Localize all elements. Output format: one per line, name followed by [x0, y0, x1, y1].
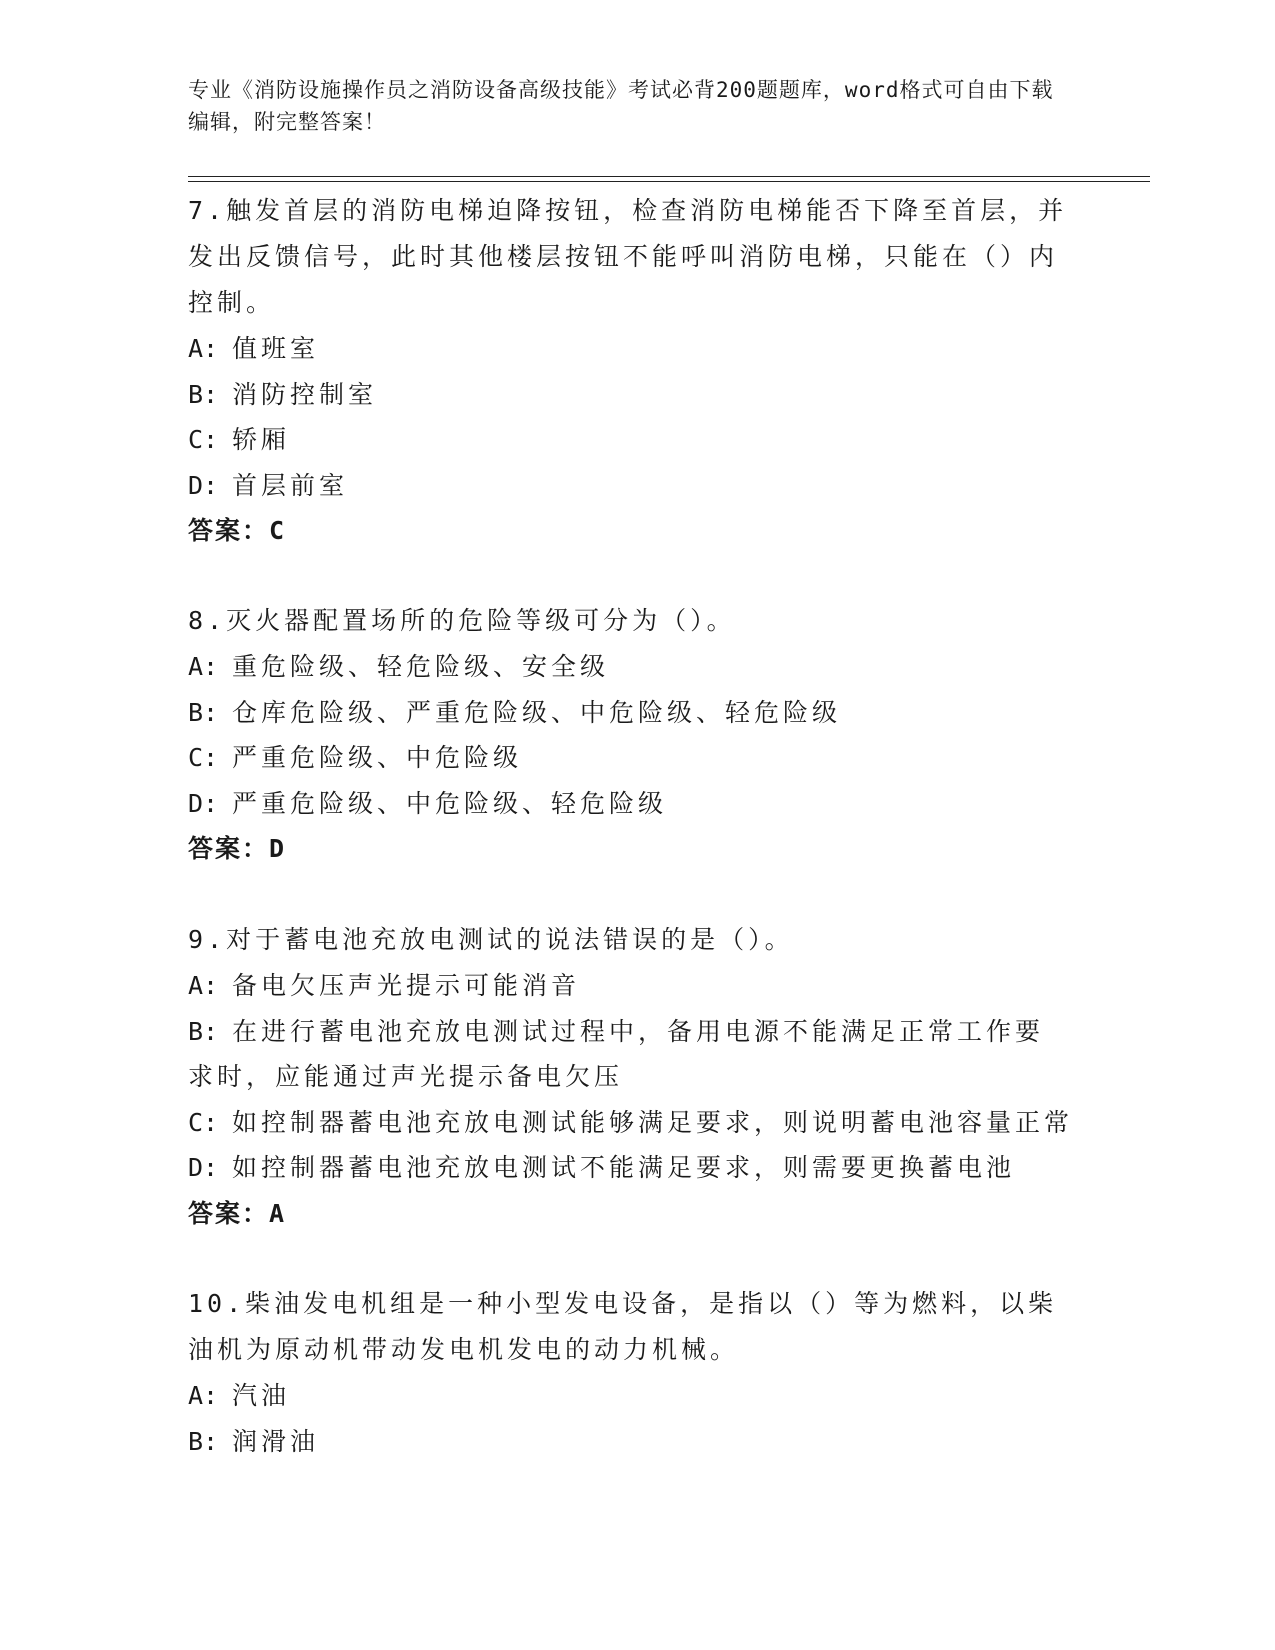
option-a: [188, 1373, 1068, 1419]
question-text: 10.柴油发电机组是一种小型发电设备，是指以（）等为燃料，以柴油机为原动机带动发电机发电的动力机械。: [188, 1289, 1058, 1364]
answer-line: 答案：D: [188, 834, 287, 863]
option-b: [188, 690, 1068, 736]
answer-line: 答案：C: [188, 516, 287, 545]
option-letter: C:: [188, 1107, 219, 1137]
option-text: 值班室: [232, 334, 320, 363]
option-text: 仓库危险级、严重危险级、中危险级、轻危险级: [232, 697, 842, 727]
option-text: 严重危险级、中危险级、轻危险级: [232, 788, 668, 818]
option-text: 备电欠压声光提示可能消音: [232, 971, 581, 1000]
question-text: 8.灭火器配置场所的危险等级可分为（）。: [188, 606, 736, 635]
option-letter: A:: [188, 334, 219, 363]
option-text: 汽油: [232, 1381, 291, 1410]
option-text: 重危险级、轻危险级、安全级: [232, 652, 610, 681]
question-text: 9.对于蓄电池充放电测试的说法错误的是（）。: [188, 925, 794, 954]
question-block: [188, 188, 1068, 554]
option-c: [188, 1100, 1074, 1146]
option-text: 润滑油: [232, 1426, 320, 1456]
answer-line: 答案：A: [188, 1198, 287, 1228]
option-text: 严重危险级、中危险级: [232, 743, 523, 772]
option-letter: C:: [188, 743, 219, 772]
option-text: 消防控制室: [232, 379, 378, 409]
option-letter: A:: [188, 1381, 219, 1410]
option-d: [188, 781, 1068, 827]
option-letter: B:: [188, 697, 219, 727]
option-text: 在进行蓄电池充放电测试过程中，备用电源不能满足正常工作要求时，应能通过声光提示备电欠压: [188, 1016, 1045, 1091]
question-block: [188, 598, 1068, 872]
option-letter: B:: [188, 1016, 219, 1046]
option-text: 如控制器蓄电池充放电测试不能满足要求，则需要更换蓄电池: [232, 1153, 1016, 1182]
question-block: [188, 917, 1074, 1237]
option-letter: A:: [188, 652, 219, 681]
option-letter: B:: [188, 1426, 219, 1456]
option-letter: A:: [188, 971, 219, 1000]
option-letter: D:: [188, 788, 219, 818]
header-divider: [188, 176, 1150, 177]
option-b: [188, 1419, 1068, 1465]
header-divider-secondary: [188, 181, 1150, 182]
option-letter: B:: [188, 379, 219, 409]
question-block: [188, 1281, 1068, 1464]
option-letter: D:: [188, 1153, 219, 1182]
document-intro: 专业《消防设施操作员之消防设备高级技能》考试必背200题题库，word格式可自由下载编辑，附完整答案！: [188, 78, 1054, 134]
option-letter: D:: [188, 470, 219, 500]
option-b: [188, 372, 1068, 418]
question-text: 7.触发首层的消防电梯迫降按钮，检查消防电梯能否下降至首层，并发出反馈信号，此时其他楼层按钮不能呼叫消防电梯，只能在（）内控制。: [188, 196, 1068, 317]
option-text: 首层前室: [232, 470, 349, 500]
option-a: [188, 963, 1068, 1009]
option-b: [188, 1009, 1068, 1100]
option-d: [188, 1145, 1068, 1191]
option-a: [188, 326, 1068, 372]
option-text: 如控制器蓄电池充放电测试能够满足要求，则说明蓄电池容量正常: [232, 1107, 1074, 1137]
option-c: [188, 417, 1068, 463]
option-letter: C:: [188, 425, 219, 454]
option-a: [188, 644, 1068, 690]
option-c: [188, 735, 1068, 781]
option-d: [188, 463, 1068, 509]
option-text: 轿厢: [232, 425, 291, 454]
